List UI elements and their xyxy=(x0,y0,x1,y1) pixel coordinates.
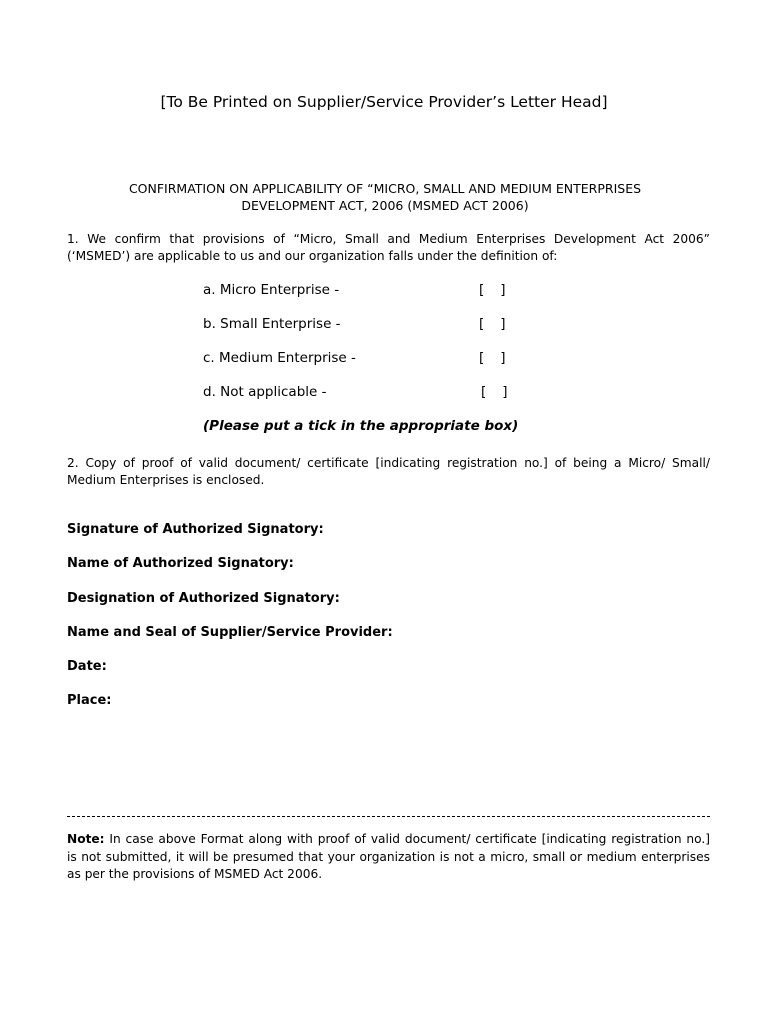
place-field-label: Place: xyxy=(67,693,112,708)
note-paragraph xyxy=(67,831,710,884)
tick-box-medium[interactable]: [ ] xyxy=(479,350,506,366)
option-label: a. Micro Enterprise - xyxy=(203,282,340,298)
name-field-label: Name of Authorized Signatory: xyxy=(67,556,294,571)
proof-paragraph: 2. Copy of proof of valid document/ certificate [indicating registration no.] of being a Micro/ Small/ Medium Enterprises is enclosed. xyxy=(67,456,710,487)
option-label: c. Medium Enterprise - xyxy=(203,350,356,366)
option-micro-enterprise xyxy=(203,282,533,300)
signature-field-label: Signature of Authorized Signatory: xyxy=(67,522,324,537)
document-title xyxy=(60,180,710,214)
tick-box-small[interactable]: [ ] xyxy=(479,316,506,332)
date-field-label: Date: xyxy=(67,659,107,674)
letterhead-instruction: [To Be Printed on Supplier/Service Provider’s Letter Head] xyxy=(160,93,608,111)
title-line-2: DEVELOPMENT ACT, 2006 (MSMED ACT 2006) xyxy=(241,198,529,213)
designation-field-label: Designation of Authorized Signatory: xyxy=(67,591,340,606)
seal-field-label: Name and Seal of Supplier/Service Provider: xyxy=(67,625,393,640)
tick-box-micro[interactable]: [ ] xyxy=(479,282,506,298)
note-label: Note: xyxy=(67,832,105,846)
option-not-applicable xyxy=(203,384,533,402)
option-small-enterprise xyxy=(203,316,533,334)
title-line-1: CONFIRMATION ON APPLICABILITY OF “MICRO, SMALL AND MEDIUM ENTERPRISES xyxy=(128,181,642,196)
tick-box-not-applicable[interactable]: [ ] xyxy=(481,384,508,400)
option-medium-enterprise xyxy=(203,350,533,368)
tick-instruction: (Please put a tick in the appropriate box) xyxy=(203,418,519,434)
confirmation-paragraph: 1. We confirm that provisions of “Micro, Small and Medium Enterprises Development Act 2006” (‘MSMED’) are applicable to us and our organization falls under the definition of: xyxy=(67,232,710,263)
note-text: In case above Format along with proof of valid document/ certificate [indicating registration no.] is not submitted, it will be presumed that your organization is not a micro, small or medium enterprises as per the provisions of MSMED Act 2006. xyxy=(67,832,710,881)
dashed-divider xyxy=(67,816,710,817)
option-label: b. Small Enterprise - xyxy=(203,316,341,332)
option-label: d. Not applicable - xyxy=(203,384,327,400)
